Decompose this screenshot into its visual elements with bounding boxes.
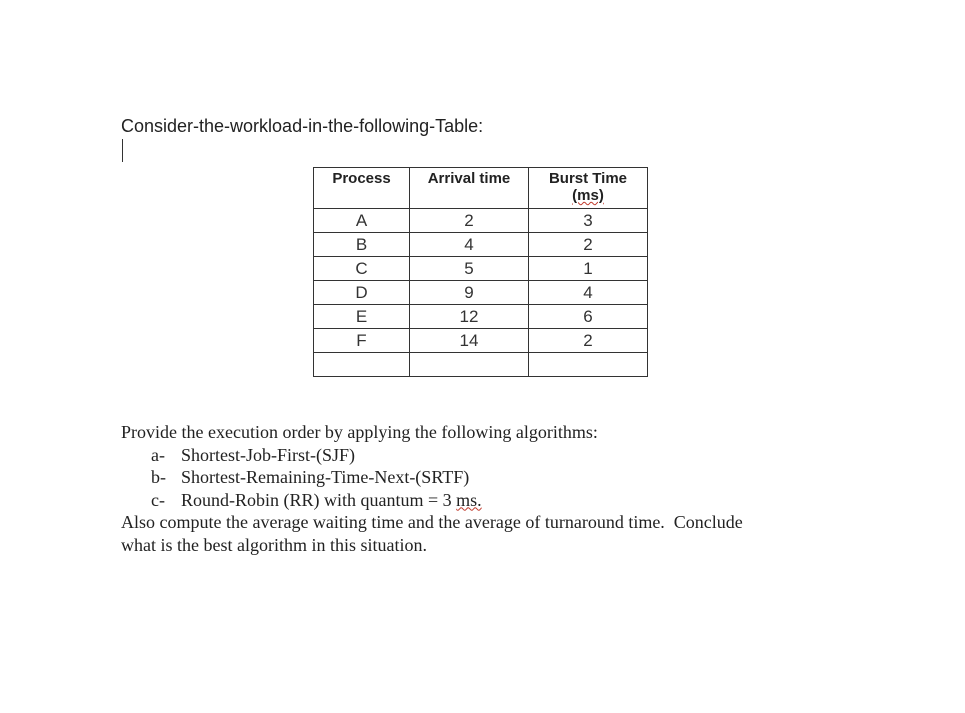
cell-process: F <box>314 329 410 353</box>
cell-arrival: 2 <box>410 209 529 233</box>
algorithm-rr: Round-Robin (RR) with quantum = 3 <box>181 489 457 510</box>
cell-process <box>314 353 410 377</box>
list-marker: c- <box>151 489 165 510</box>
cell-arrival: 14 <box>410 329 529 353</box>
cell-burst: 3 <box>529 209 648 233</box>
list-item <box>121 489 841 512</box>
cell-process: B <box>314 233 410 257</box>
header-burst-unit: (ms) <box>572 187 604 204</box>
table-row <box>314 209 648 233</box>
cell-process: E <box>314 305 410 329</box>
table-header-row <box>314 168 648 209</box>
question-text <box>121 421 841 556</box>
cell-burst: 2 <box>529 329 648 353</box>
header-arrival-time: Arrival time <box>410 168 529 209</box>
header-process: Process <box>314 168 410 209</box>
list-marker: a- <box>151 444 165 465</box>
header-burst-time <box>529 168 648 209</box>
intro-text: Consider-the-workload-in-the-following-Table: <box>121 116 484 136</box>
algorithm-sjf: Shortest-Job-First-(SJF) <box>181 444 356 465</box>
algorithm-srtf: Shortest-Remaining-Time-Next-(SRTF) <box>181 467 470 487</box>
cell-process: C <box>314 257 410 281</box>
list-item <box>121 466 841 489</box>
cell-process: D <box>314 281 410 305</box>
cell-process: A <box>314 209 410 233</box>
conclusion-line-1: Also compute the average waiting time and the average of turnaround time. Conclude <box>121 512 743 532</box>
table-row <box>314 329 648 353</box>
table-row <box>314 281 648 305</box>
list-item <box>121 444 841 467</box>
cell-arrival: 4 <box>410 233 529 257</box>
cell-arrival: 9 <box>410 281 529 305</box>
question-lead: Provide the execution order by applying the following algorithms: <box>121 422 598 442</box>
cell-burst <box>529 353 648 377</box>
cell-arrival: 12 <box>410 305 529 329</box>
cell-burst: 6 <box>529 305 648 329</box>
text-cursor <box>122 139 123 162</box>
algorithm-list <box>121 444 841 512</box>
table-row <box>314 257 648 281</box>
cell-arrival <box>410 353 529 377</box>
table-row <box>314 233 648 257</box>
cell-arrival: 5 <box>410 257 529 281</box>
cell-burst: 2 <box>529 233 648 257</box>
workload-table <box>313 167 648 377</box>
cell-burst: 4 <box>529 281 648 305</box>
header-burst-label: Burst Time <box>548 170 628 187</box>
table-row <box>314 305 648 329</box>
algorithm-rr-unit: ms. <box>456 489 482 510</box>
table-row-empty <box>314 353 648 377</box>
list-marker: b- <box>151 467 166 487</box>
conclusion-line-2: what is the best algorithm in this situation. <box>121 534 427 555</box>
cell-burst: 1 <box>529 257 648 281</box>
